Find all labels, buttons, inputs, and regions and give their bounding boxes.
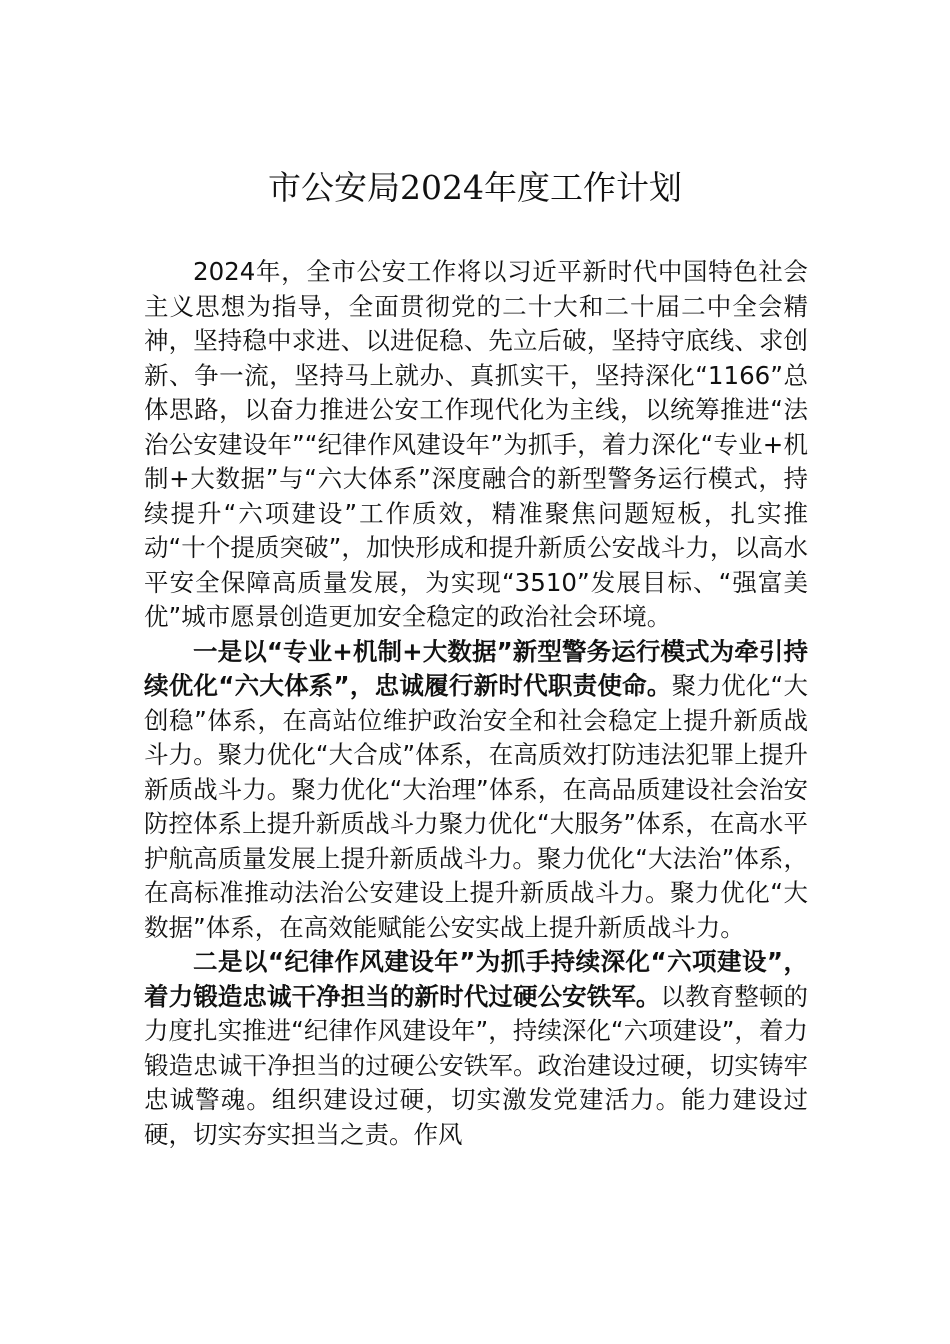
paragraph-point-one-lead: 一是以“专业+机制+大数据”新型警务运行模式为牵引持续优化“六大体系”，忠诚履行新时代职责使命。 [144, 636, 808, 700]
document-title: 市公安局2024年度工作计划 [268, 168, 682, 207]
document-body [144, 255, 808, 1152]
paragraph-point-two-text: 以教育整顿的力度扎实推进“纪律作风建设年”，持续深化“六项建设”，着力锻造忠诚干净担当的过硬公安铁军。政治建设过硬，切实铸牢忠诚警魂。组织建设过硬，切实激发党建活力。能力建设过硬，切实夯实担当之责。作风 [144, 981, 809, 1149]
paragraph-point-one-text: 聚力优化“大创稳”体系，在高站位维护政治安全和社会稳定上提升新质战斗力。聚力优化“大合成”体系，在高质效打防违法犯罪上提升新质战斗力。聚力优化“大治理”体系，在高品质建设社会治安防控体系上提升新质战斗力聚力优化“大服务”体系，在高水平护航高质量发展上提升新质战斗力。聚力优化“大法治”体系，在高标准推动法治公安建设上提升新质战斗力。聚力优化“大数据”体系，在高效能赋能公安实战上提升新质战斗力。 [144, 671, 808, 942]
paragraph-point-two [144, 945, 808, 1152]
paragraph-intro [144, 255, 808, 635]
paragraph-point-one [144, 635, 808, 946]
paragraph-intro-text: 2024年，全市公安工作将以习近平新时代中国特色社会主义思想为指导，全面贯彻党的二十大和二十届二中全会精神，坚持稳中求进、以进促稳、先立后破，坚持守底线、求创新、争一流，坚持马上就办、真抓实干，坚持深化“1166”总体思路，以奋力推进公安工作现代化为主线，以统筹推进“法治公安建设年”“纪律作风建设年”为抓手，着力深化“专业+机制+大数据”与“六大体系”深度融合的新型警务运行模式，持续提升“六项建设”工作质效，精准聚焦问题短板，扎实推动“十个提质突破”，加快形成和提升新质公安战斗力，以高水平安全保障高质量发展，为实现“3510”发展目标、“强富美优”城市愿景创造更加安全稳定的政治社会环境。 [144, 257, 808, 631]
paragraph-point-two-lead: 二是以“纪律作风建设年”为抓手持续深化“六项建设”，着力锻造忠诚干净担当的新时代过硬公安铁军。 [144, 947, 808, 1011]
